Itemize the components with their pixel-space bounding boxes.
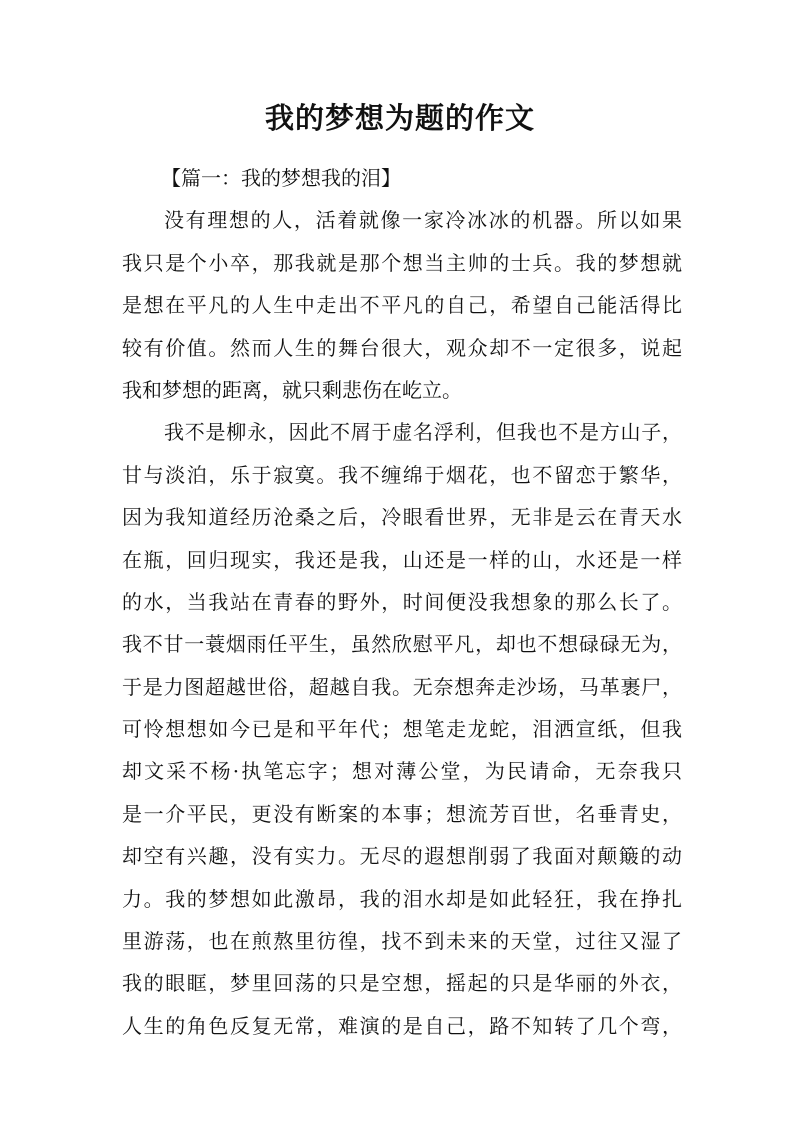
paragraph-1-line: 我只是个小卒，那我就是那个想当主帅的士兵。我的梦想就 <box>122 250 682 275</box>
paragraph-2-line: 力。我的梦想如此激昂，我的泪水却是如此轻狂，我在挣扎 <box>122 886 682 911</box>
paragraph-2-line: 可怜想想如今已是和平年代；想笔走龙蛇，泪洒宣纸，但我 <box>122 717 682 742</box>
paragraph-2-line: 里游荡，也在煎熬里彷徨，找不到未来的天堂，过往又湿了 <box>122 929 682 954</box>
paragraph-2-line: 的水，当我站在青春的野外，时间便没我想象的那么长了。 <box>122 589 682 614</box>
paragraph-2-line: 在瓶，回归现实，我还是我，山还是一样的山，水还是一样 <box>122 547 682 572</box>
paragraph-2-line: 人生的角色反复无常，难演的是自己，路不知转了几个弯， <box>122 1013 682 1038</box>
paragraph-2-line: 于是力图超越世俗，超越自我。无奈想奔走沙场，马革裹尸， <box>122 674 682 699</box>
paragraph-2-line: 却文采不杨·执笔忘字；想对薄公堂，为民请命，无奈我只 <box>122 759 682 784</box>
document-title: 我的梦想为题的作文 <box>264 101 535 135</box>
paragraph-2-line: 我不甘一蓑烟雨任平生，虽然欣慰平凡，却也不想碌碌无为， <box>122 632 682 657</box>
section-heading: 【篇一：我的梦想我的泪】 <box>161 166 401 190</box>
paragraph-2-line: 是一介平民，更没有断案的本事；想流芳百世，名垂青史， <box>122 801 682 826</box>
paragraph-2-line: 我不是柳永，因此不屑于虚名浮利，但我也不是方山子， <box>164 420 682 445</box>
paragraph-1-line: 较有价值。然而人生的舞台很大，观众却不一定很多，说起 <box>122 335 682 360</box>
paragraph-2-line: 却空有兴趣，没有实力。无尽的遐想削弱了我面对颠簸的动 <box>122 844 682 869</box>
paragraph-2-line: 甘与淡泊，乐于寂寞。我不缠绵于烟花，也不留恋于繁华， <box>122 462 682 487</box>
paragraph-2-line: 我的眼眶，梦里回荡的只是空想，摇起的只是华丽的外衣， <box>122 971 682 996</box>
paragraph-1-line: 我和梦想的距离，就只剩悲伤在屹立。 <box>122 377 462 402</box>
paragraph-1-line: 是想在平凡的人生中走出不平凡的自己，希望自己能活得比 <box>122 293 682 318</box>
paragraph-1-line: 没有理想的人，活着就像一家冷冰冰的机器。所以如果 <box>164 208 682 233</box>
document-body <box>122 157 682 1047</box>
paragraph-2-line: 因为我知道经历沧桑之后，冷眼看世界，无非是云在青天水 <box>122 505 682 530</box>
